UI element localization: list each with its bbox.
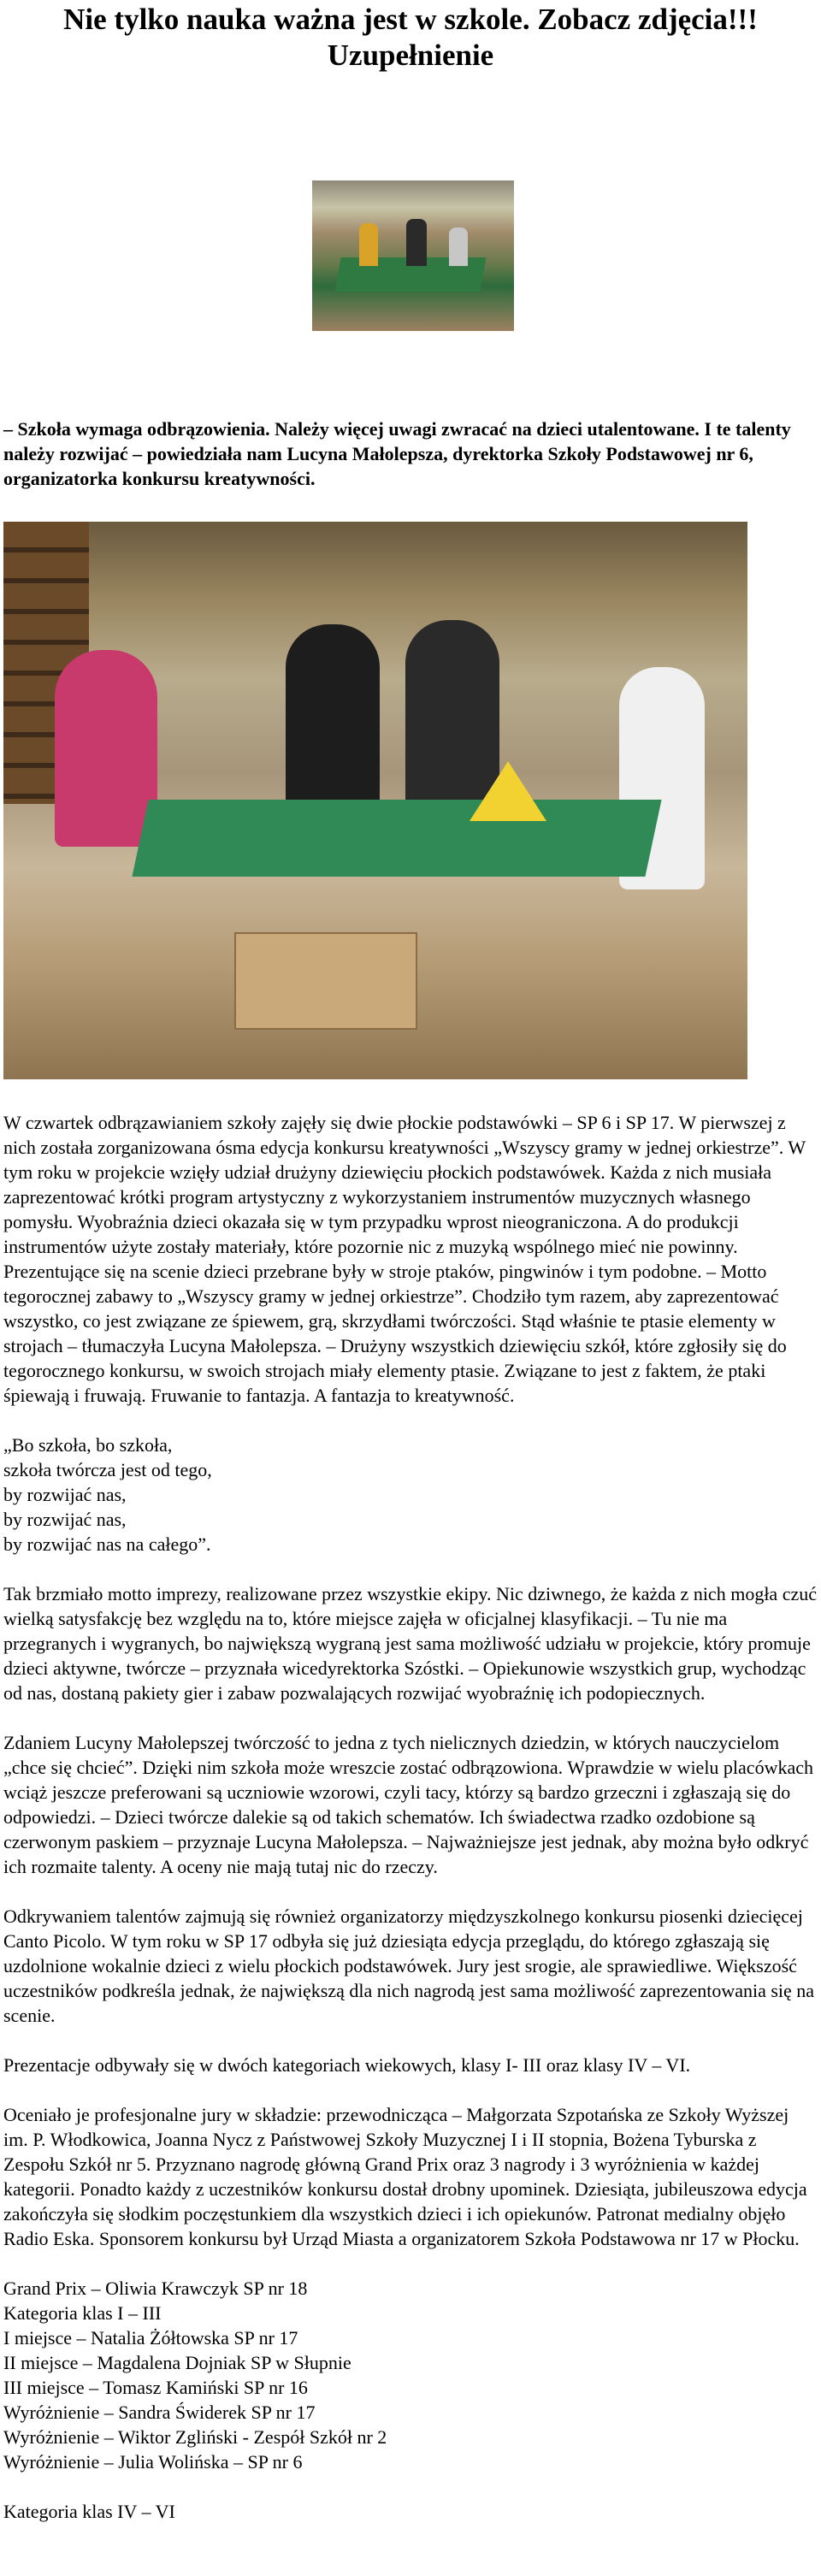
result-line: III miejsce – Tomasz Kamiński SP nr 16 bbox=[3, 2377, 308, 2398]
category-heading: Kategoria klas IV – VI bbox=[3, 2501, 175, 2522]
title-line-2: Uzupełnienie bbox=[327, 38, 494, 72]
paragraph: Oceniało je profesjonalne jury w składzie: przewodnicząca – Małgorzata Szpotańska ze Szkoły Wyższej im. P. Włodkowica, Joanna Nycz z Państwowej Szkoły Muzycznej I i II stopnia, Bożena Tyburska z Zespołu Szkół nr 5. Przyznano nagrodę główną Grand Prix oraz 3 nagrody i 3 wyróżnienia w każdej kategorii. Ponadto każdy z uczestników konkursu dostał drobny upominek. Dziesiąta, jubileuszowa edycja zakończyła się słodkim poczęstunkiem dla wszystkich dzieci i ich opiekunów. Patronat medialny objęło Radio Eska. Sponsorem konkursu był Urząd Miasta a organizatorem Szkoła Podstawowa nr 17 w Płocku. bbox=[3, 2104, 807, 2249]
article-body bbox=[3, 1110, 818, 2524]
result-line: II miejsce – Magdalena Dojniak SP w Słupnie bbox=[3, 2352, 351, 2373]
result-line: I miejsce – Natalia Żółtowska SP nr 17 bbox=[3, 2327, 298, 2349]
lead-paragraph: – Szkoła wymaga odbrązowienia. Należy więcej uwagi zwracać na dzieci utalentowane. I te talenty należy rozwijać – powiedziała nam Lucyna Małolepsza, dyrektorka Szkoły Podstawowej nr 6, organizatorka konkursu kreatywności. bbox=[3, 418, 791, 489]
poem bbox=[3, 1433, 818, 1557]
poem-line: by rozwijać nas, bbox=[3, 1509, 127, 1530]
poem-line: szkoła twórcza jest od tego, bbox=[3, 1459, 212, 1480]
poem-line: „Bo szkoła, bo szkoła, bbox=[3, 1434, 173, 1456]
article-title bbox=[0, 0, 821, 74]
title-line-1: Nie tylko nauka ważna jest w szkole. Zobacz zdjęcia!!! bbox=[63, 3, 758, 36]
photo-main bbox=[3, 522, 747, 1079]
poem-line: by rozwijać nas, bbox=[3, 1484, 127, 1505]
poem-line: by rozwijać nas na całego”. bbox=[3, 1533, 211, 1555]
result-line: Wyróżnienie – Wiktor Zgliński - Zespół Szkół nr 2 bbox=[3, 2426, 387, 2448]
paragraph: Tak brzmiało motto imprezy, realizowane przez wszystkie ekipy. Nic dziwnego, że każda z nich mogła czuć wielką satysfakcję bez względu na to, które miejsce zajęła w oficjalnej klasyfikacji. – Tu nie ma przegranych i wygranych, bo największą wygraną jest sama możliwość udziału w projekcie, który promuje dzieci aktywne, twórcze – przyznała wicedyrektorka Szóstki. – Opiekunowie wszystkich grup, wychodząc od nas, dostaną pakiety gier i zabaw pozwalających rozwijać wyobraźnię ich podopiecznych. bbox=[3, 1583, 817, 1704]
paragraph: Prezentacje odbywały się w dwóch kategoriach wiekowych, klasy I- III oraz klasy IV – VI. bbox=[3, 2054, 691, 2076]
photo-thumbnail bbox=[312, 180, 514, 331]
paragraph: Odkrywaniem talentów zajmują się również organizatorzy międzyszkolnego konkursu piosenki dziecięcej Canto Picolo. W tym roku w SP 17 odbyła się już dziesiąta edycja przeglądu, do którego zgłaszają się uzdolnione wokalnie dzieci z wielu płockich podstawówek. Jury jest srogie, ale sprawiedliwe. Większość uczestników podkreśla jednak, że największą dla nich nagrodą jest sama możliwość zaprezentowania się na scenie. bbox=[3, 1905, 815, 2026]
result-line: Kategoria klas I – III bbox=[3, 2302, 162, 2324]
paragraph: W czwartek odbrązawianiem szkoły zajęły się dwie płockie podstawówki – SP 6 i SP 17. W pierwszej z nich została zorganizowana ósma edycja konkursu kreatywności „Wszyscy gramy w jednej orkiestrze”. W tym roku w projekcie wzięły udział drużyny dziewięciu płockich podstawówek. Każda z nich musiała zaprezentować krótki program artystyczny z wykorzystaniem instrumentów muzycznych własnego pomysłu. Wyobraźnia dzieci okazała się w tym przypadku wprost nieograniczona. A do produkcji instrumentów użyte zostały materiały, które pozornie nic z muzyką wspólnego mieć nie powinny. Prezentujące się na scenie dzieci przebrane były w stroje ptaków, pingwinów i tym podobne. – Motto tegorocznej zabawy to „Wszyscy gramy w jednej orkiestrze”. Chodziło tym razem, aby zaprezentować wszystko, co jest związane ze śpiewem, grą, skrzydłami twórczości. Stąd właśnie te ptasie elementy w strojach – tłumaczyła Lucyna Małolepsza. – Drużyny wszystkich dziewięciu szkół, które zgłosiły się do tegorocznego konkursu, w swoich strojach miały elementy ptasie. Związane to jest z faktem, że ptaki śpiewają i fruwają. Fruwanie to fantazja. A fantazja to kreatywność. bbox=[3, 1112, 806, 1406]
paragraph: Zdaniem Lucyny Małolepszej twórczość to jedna z tych nielicznych dziedzin, w których nauczycielom „chce się chcieć”. Dzięki nim szkoła może wreszcie zostać odbrązowiona. Wprawdzie w wielu placówkach wciąż jeszcze preferowani są uczniowie wzorowi, czyli tacy, którzy są bardzo grzeczni i zgłaszają się do odpowiedzi. – Dzieci twórcze dalekie są od takich schematów. Ich świadectwa rzadko ozdobione są czerwonym paskiem – przyznaje Lucyna Małolepsza. – Najważniejsze jest jednak, aby można było odkryć ich rozmaite talenty. A oceny nie mają tutaj nic do rzeczy. bbox=[3, 1732, 813, 1877]
result-line: Wyróżnienie – Julia Wolińska – SP nr 6 bbox=[3, 2451, 303, 2473]
result-line: Grand Prix – Oliwia Krawczyk SP nr 18 bbox=[3, 2278, 308, 2299]
result-line: Wyróżnienie – Sandra Świderek SP nr 17 bbox=[3, 2402, 316, 2423]
results-list bbox=[3, 2276, 818, 2474]
